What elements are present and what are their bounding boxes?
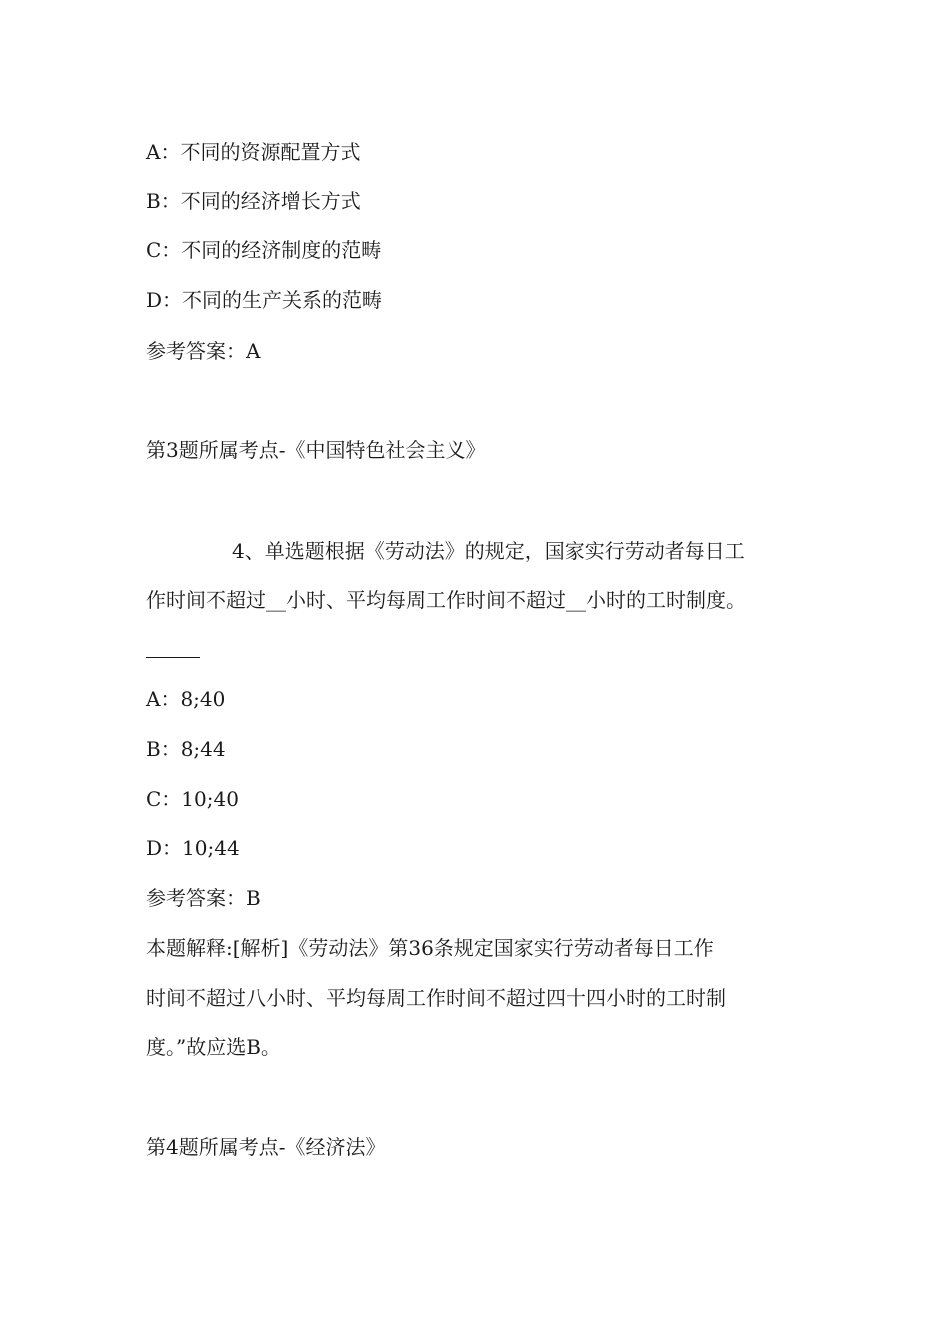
q4-answer: 参考答案：B	[146, 886, 261, 910]
q4-stem-line2: 作时间不超过__小时、平均每周工作时间不超过__小时的工时制度。	[146, 588, 746, 612]
q4-stem-line1: 4、单选题根据《劳动法》的规定，国家实行劳动者每日工	[232, 539, 745, 563]
q4-topic: 第4题所属考点-《经济法》	[146, 1135, 386, 1159]
q4-explanation-line1: 本题解释:[解析]《劳动法》第36条规定国家实行劳动者每日工作	[146, 936, 714, 960]
q3-option-b: B：不同的经济增长方式	[146, 189, 361, 213]
q4-option-b: B：8;44	[146, 737, 226, 761]
q4-option-d: D：10;44	[146, 836, 240, 860]
q3-topic: 第3题所属考点-《中国特色社会主义》	[146, 438, 486, 462]
q3-option-a: A：不同的资源配置方式	[146, 140, 361, 164]
q4-explanation-line3: 度。”故应选B。	[146, 1035, 281, 1059]
q3-answer: 参考答案：A	[146, 339, 261, 363]
q3-option-d: D：不同的生产关系的范畴	[146, 288, 383, 312]
q3-option-c: C：不同的经济制度的范畴	[146, 238, 382, 262]
q4-option-a: A：8;40	[146, 687, 226, 711]
answer-blank-rule	[146, 657, 200, 658]
q4-explanation-line2: 时间不超过八小时、平均每周工作时间不超过四十四小时的工时制	[146, 986, 726, 1010]
q4-option-c: C：10;40	[146, 787, 239, 811]
